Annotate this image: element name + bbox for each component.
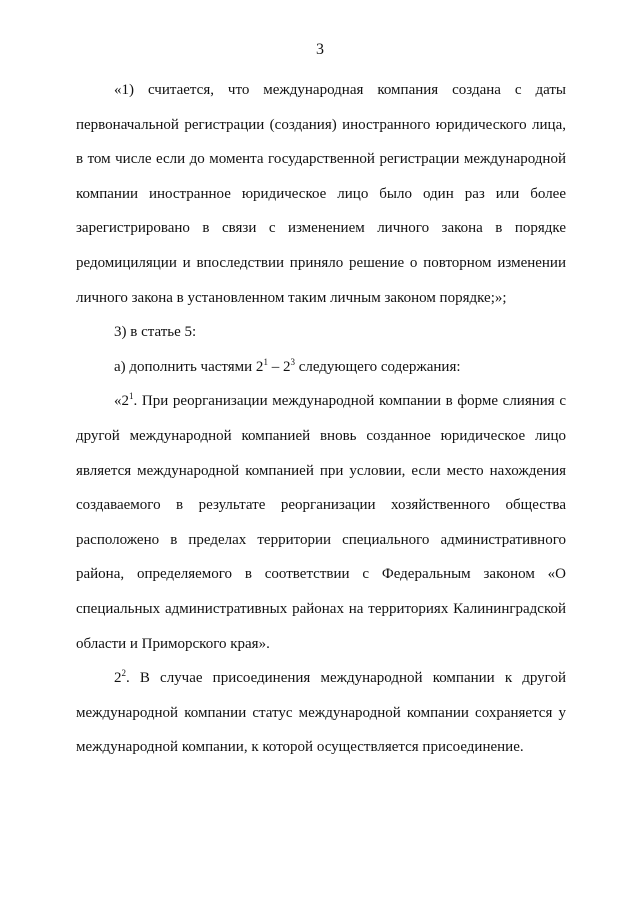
superscript: 3: [290, 356, 295, 367]
text-run: следующего содержания:: [294, 358, 461, 375]
text-run: 2: [114, 670, 122, 687]
text-run: а) дополнить частями 2: [114, 358, 264, 375]
document-body: [76, 73, 566, 765]
text-run: . В случае присоединения международной компании к другой международной компании статус международной компании сохраняется у международной компании, к которой осуществляется присоединение.: [76, 670, 566, 756]
page-number: 3: [316, 41, 324, 58]
paragraph-part-2-1: [76, 384, 566, 661]
text-run: «2: [114, 393, 129, 410]
text-run: . При реорганизации международной компании в форме слияния с другой международной компанией вновь созданное юридическое лицо является международной компанией при условии, если место нахождения создаваемого в результате реорганизации хозяйственного общества расположено в пределах территории специального административного района, определяемого в соответствии с Федеральным законом «О специальных административных районах на территориях Калининградской области и Приморского края».: [76, 393, 566, 652]
superscript: 2: [121, 668, 126, 679]
paragraph-definition: «1) считается, что международная компания создана с даты первоначальной регистрации (создания) иностранного юридического лица, в том числе если до момента государственной регистрации международной компании иностранное юридическое лицо было один раз или более зарегистрировано в связи с изменением личного закона в порядке редомициляции и впоследствии приняло решение о повторном изменении личного закона в установленном таким личным законом порядке;»;: [76, 82, 566, 306]
paragraph-part-2-2: [76, 661, 566, 765]
text-run: – 2: [267, 358, 291, 375]
superscript: 1: [263, 356, 268, 367]
paragraph-add-parts: [76, 350, 566, 385]
paragraph-article-5: 3) в статье 5:: [114, 324, 197, 341]
superscript: 1: [129, 391, 134, 402]
